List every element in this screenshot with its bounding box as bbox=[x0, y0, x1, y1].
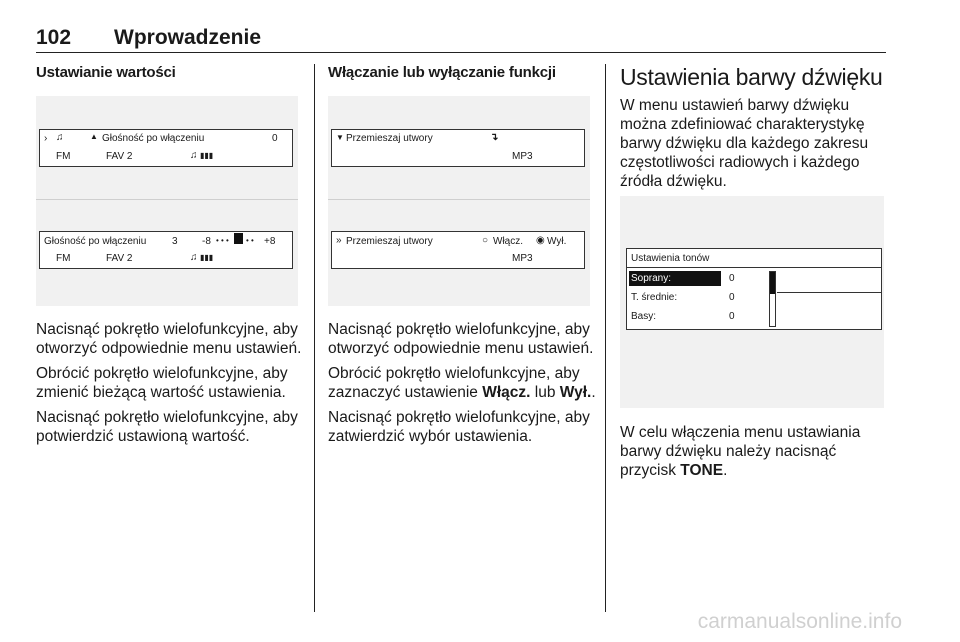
scale-dots: • • bbox=[246, 236, 254, 245]
text: . bbox=[723, 462, 728, 479]
radio-display bbox=[331, 129, 585, 167]
double-arrow-icon: » bbox=[336, 235, 342, 246]
paragraph: Nacisnąć pokrętło wielofunkcyjne, aby potwierdzić ustawioną wartość. bbox=[36, 409, 298, 445]
source-label: MP3 bbox=[512, 151, 533, 162]
paragraph bbox=[620, 423, 888, 480]
figure-separator bbox=[328, 199, 590, 200]
tone-value: 0 bbox=[729, 292, 735, 303]
caret-up-icon: ▲ bbox=[90, 132, 98, 141]
tone-label: Soprany: bbox=[631, 273, 672, 284]
watermark: carmanualsonline.info bbox=[697, 610, 902, 633]
scale-marker bbox=[234, 233, 243, 244]
text: Obrócić pokrętło wielofunkcyjne, aby zaznaczyć ustawienie bbox=[328, 365, 580, 401]
source-label: FM bbox=[56, 151, 71, 162]
button-name: TONE bbox=[680, 462, 724, 479]
text: W celu włączenia menu ustawiania barwy dźwięku należy nacisnąć przycisk bbox=[620, 424, 861, 479]
title-underline bbox=[627, 267, 881, 268]
signal-icon: ▮▮▮ bbox=[200, 253, 214, 262]
scale-dots: • • • bbox=[216, 236, 229, 245]
preset-label: FAV 2 bbox=[106, 151, 133, 162]
column-tone-settings bbox=[620, 64, 888, 197]
radio-display bbox=[39, 129, 293, 167]
section-heading: Włączanie lub wyłączanie funkcji bbox=[328, 64, 556, 81]
source-label: MP3 bbox=[512, 253, 533, 264]
radio-filled-icon: ◉ bbox=[536, 235, 545, 246]
paragraph: Obrócić pokrętło wielofunkcyjne, aby zmienić bieżącą wartość ustawienia. bbox=[36, 365, 288, 401]
column-divider bbox=[605, 64, 606, 612]
tone-display bbox=[626, 248, 882, 330]
bold-term: Wył. bbox=[559, 384, 592, 401]
setting-label: Głośność po włączeniu bbox=[44, 236, 147, 247]
divider-line bbox=[777, 292, 881, 293]
scroll-thumb bbox=[770, 272, 775, 294]
radio-display bbox=[39, 231, 293, 269]
radio-display bbox=[331, 231, 585, 269]
paragraph: Nacisnąć pokrętło wielofunkcyjne, aby otworzyć odpowiednie menu ustawień. bbox=[36, 321, 302, 357]
figure-tone-settings bbox=[620, 196, 884, 408]
preset-label: FAV 2 bbox=[106, 253, 133, 264]
setting-label: Przemieszaj utwory bbox=[346, 236, 433, 247]
setting-value: 0 bbox=[272, 133, 278, 144]
tone-label: Basy: bbox=[631, 311, 657, 322]
setting-label: Przemieszaj utwory bbox=[346, 133, 433, 144]
scale-max: +8 bbox=[264, 236, 276, 247]
section-heading: Ustawienia barwy dźwięku bbox=[620, 64, 883, 90]
arrow-right-icon: › bbox=[44, 133, 48, 144]
shuffle-icon: ↴ bbox=[490, 132, 499, 143]
setting-value: 3 bbox=[172, 236, 178, 247]
source-label: FM bbox=[56, 253, 71, 264]
signal-icon: ▮▮▮ bbox=[200, 151, 214, 160]
page-header bbox=[36, 26, 886, 53]
option-on: Włącz. bbox=[493, 236, 523, 247]
figure-toggle-function bbox=[328, 96, 590, 306]
option-off: Wył. bbox=[547, 236, 567, 247]
music-note-icon: ♫ bbox=[190, 252, 198, 263]
paragraph: Nacisnąć pokrętło wielofunkcyjne, aby zatwierdzić wybór ustawienia. bbox=[328, 409, 590, 445]
column-toggle-function bbox=[328, 64, 596, 81]
scale-min: -8 bbox=[202, 236, 211, 247]
column-divider bbox=[314, 64, 315, 612]
tone-value: 0 bbox=[729, 273, 735, 284]
display-title: Ustawienia tonów bbox=[631, 253, 710, 264]
paragraph: Nacisnąć pokrętło wielofunkcyjne, aby otworzyć odpowiednie menu ustawień. bbox=[328, 321, 594, 357]
chapter-title: Wprowadzenie bbox=[114, 26, 262, 49]
music-note-icon: ♫ bbox=[190, 150, 198, 161]
caret-down-icon: ▼ bbox=[336, 133, 344, 142]
page-number: 102 bbox=[36, 26, 72, 49]
text: lub bbox=[530, 384, 560, 401]
section-heading: Ustawianie wartości bbox=[36, 64, 176, 81]
music-note-icon: ♫ bbox=[56, 132, 64, 143]
bold-term: Włącz. bbox=[482, 384, 531, 401]
paragraph bbox=[328, 364, 596, 402]
tone-value: 0 bbox=[729, 311, 735, 322]
setting-label: Głośność po włączeniu bbox=[102, 133, 205, 144]
figure-separator bbox=[36, 199, 298, 200]
text: . bbox=[591, 384, 596, 401]
text-block bbox=[328, 320, 596, 452]
radio-empty-icon: ○ bbox=[482, 235, 489, 246]
tone-label: T. średnie: bbox=[631, 292, 678, 303]
paragraph: W menu ustawień barwy dźwięku można zdefiniować charakterystykę barwy dźwięku dla każdego zakresu częstotliwości radiowych i każdego źródła dźwięku. bbox=[620, 97, 869, 190]
text-block bbox=[620, 423, 888, 486]
figure-set-value bbox=[36, 96, 298, 306]
column-set-value bbox=[36, 64, 304, 81]
text-block bbox=[36, 320, 304, 452]
